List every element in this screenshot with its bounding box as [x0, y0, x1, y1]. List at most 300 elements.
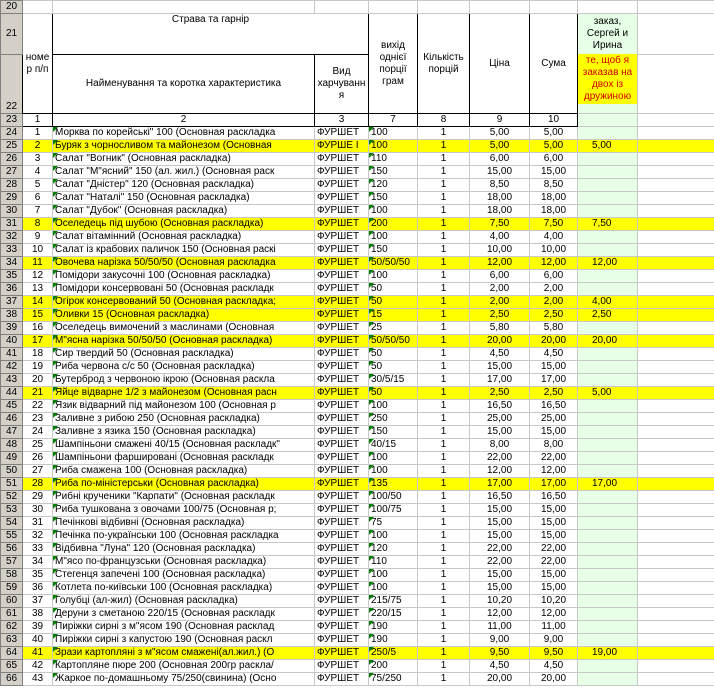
cell-num[interactable]: 29 [23, 491, 53, 504]
cell-price[interactable]: 2,50 [470, 309, 530, 322]
index-cell[interactable]: 7 [369, 114, 418, 127]
cell-type[interactable]: ФУРШЕТ [315, 491, 369, 504]
row-header[interactable]: 53 [1, 504, 23, 517]
cell-qty[interactable]: 1 [418, 608, 470, 621]
cell-yield[interactable]: 100 [369, 530, 418, 543]
cell-order[interactable] [578, 374, 638, 387]
cell-sum[interactable]: 5,00 [530, 127, 578, 140]
cell-qty[interactable]: 1 [418, 491, 470, 504]
cell-order[interactable] [578, 192, 638, 205]
cell-name[interactable]: Салат "Вогник" (Основная раскладка) [53, 153, 315, 166]
cell-num[interactable]: 41 [23, 647, 53, 660]
cell-yield[interactable]: 100 [369, 569, 418, 582]
cell-yield[interactable]: 50/50/50 [369, 335, 418, 348]
cell-qty[interactable]: 1 [418, 244, 470, 257]
cell-price[interactable]: 15,00 [470, 426, 530, 439]
cell-name[interactable]: Голубці (ал-жил) (Основная раскладка) [53, 595, 315, 608]
row-header[interactable]: 58 [1, 569, 23, 582]
cell-type[interactable]: ФУРШЕТ [315, 283, 369, 296]
cell-qty[interactable]: 1 [418, 166, 470, 179]
cell-price[interactable]: 7,50 [470, 218, 530, 231]
cell-sum[interactable]: 4,00 [530, 231, 578, 244]
cell-num[interactable]: 43 [23, 673, 53, 686]
cell-name[interactable]: Огірок консервований 50 (Основная раскладка; [53, 296, 315, 309]
cell-order[interactable] [578, 348, 638, 361]
cell-price[interactable]: 10,20 [470, 595, 530, 608]
cell-order[interactable] [578, 569, 638, 582]
cell-empty[interactable] [638, 491, 714, 504]
cell-price[interactable]: 5,00 [470, 127, 530, 140]
cell-qty[interactable]: 1 [418, 348, 470, 361]
cell-yield[interactable]: 100 [369, 270, 418, 283]
cell-type[interactable]: ФУРШЕТ [315, 647, 369, 660]
cell-empty[interactable] [638, 374, 714, 387]
cell-num[interactable]: 26 [23, 452, 53, 465]
cell-price[interactable]: 9,50 [470, 647, 530, 660]
cell-yield[interactable]: 120 [369, 543, 418, 556]
cell-price[interactable]: 22,00 [470, 452, 530, 465]
cell-type[interactable]: ФУРШЕТ [315, 660, 369, 673]
cell-num[interactable]: 18 [23, 348, 53, 361]
cell-type[interactable]: ФУРШЕТ [315, 348, 369, 361]
cell-price[interactable]: 8,50 [470, 179, 530, 192]
cell-empty[interactable] [638, 231, 714, 244]
cell-sum[interactable]: 15,00 [530, 166, 578, 179]
cell-num[interactable]: 20 [23, 374, 53, 387]
cell-name[interactable]: Картопляне пюре 200 (Основная 200гр раскла/ [53, 660, 315, 673]
cell-price[interactable]: 15,00 [470, 504, 530, 517]
cell-qty[interactable]: 1 [418, 582, 470, 595]
row-header[interactable]: 30 [1, 205, 23, 218]
cell-qty[interactable]: 1 [418, 296, 470, 309]
cell-price[interactable]: 18,00 [470, 205, 530, 218]
cell-empty[interactable] [638, 153, 714, 166]
cell-order[interactable]: 7,50 [578, 218, 638, 231]
cell-type[interactable]: ФУРШЕТ [315, 153, 369, 166]
cell-type[interactable]: ФУРШЕТ [315, 257, 369, 270]
cell-num[interactable]: 2 [23, 140, 53, 153]
cell-order[interactable] [578, 530, 638, 543]
cell-sum[interactable]: 10,00 [530, 244, 578, 257]
row-header[interactable]: 66 [1, 673, 23, 686]
cell-qty[interactable]: 1 [418, 387, 470, 400]
cell-qty[interactable]: 1 [418, 153, 470, 166]
cell-yield[interactable]: 250/5 [369, 647, 418, 660]
cell-num[interactable]: 14 [23, 296, 53, 309]
cell-sum[interactable]: 15,00 [530, 504, 578, 517]
cell-empty[interactable] [638, 517, 714, 530]
cell-num[interactable]: 27 [23, 465, 53, 478]
row-header[interactable]: 51 [1, 478, 23, 491]
cell-qty[interactable]: 1 [418, 309, 470, 322]
cell-yield[interactable]: 40/15 [369, 439, 418, 452]
cell-empty[interactable] [638, 205, 714, 218]
cell-name[interactable]: Печінкові відбивні (Основная раскладка) [53, 517, 315, 530]
cell-qty[interactable]: 1 [418, 517, 470, 530]
row-header[interactable]: 50 [1, 465, 23, 478]
cell-name[interactable]: Пиріжки сирні з м"ясом 190 (Основная расклад [53, 621, 315, 634]
cell-empty[interactable] [638, 361, 714, 374]
cell-num[interactable]: 16 [23, 322, 53, 335]
cell-order[interactable]: 2,50 [578, 309, 638, 322]
cell-qty[interactable]: 1 [418, 478, 470, 491]
cell-order[interactable] [578, 231, 638, 244]
cell-type[interactable]: ФУРШЕТ [315, 465, 369, 478]
cell-empty[interactable] [638, 595, 714, 608]
row-header[interactable]: 46 [1, 413, 23, 426]
cell-sum[interactable]: 6,00 [530, 270, 578, 283]
cell-name[interactable]: М"ясна нарізка 50/50/50 (Основная раскладка) [53, 335, 315, 348]
cell-yield[interactable]: 25 [369, 322, 418, 335]
cell-type[interactable]: ФУРШЕТ [315, 608, 369, 621]
cell-empty[interactable] [638, 543, 714, 556]
cell-num[interactable]: 30 [23, 504, 53, 517]
cell-sum[interactable]: 2,00 [530, 296, 578, 309]
cell-type[interactable]: ФУРШЕТ [315, 634, 369, 647]
cell-order[interactable] [578, 595, 638, 608]
cell-sum[interactable]: 7,50 [530, 218, 578, 231]
row-header[interactable]: 31 [1, 218, 23, 231]
cell-type[interactable]: ФУРШЕТ [315, 478, 369, 491]
row-header[interactable]: 47 [1, 426, 23, 439]
cell-type[interactable]: ФУРШЕТ [315, 452, 369, 465]
cell-empty[interactable] [638, 556, 714, 569]
row-header[interactable]: 38 [1, 309, 23, 322]
cell-empty[interactable] [638, 439, 714, 452]
cell-price[interactable]: 15,00 [470, 530, 530, 543]
cell-price[interactable]: 12,00 [470, 257, 530, 270]
cell-type[interactable]: ФУРШЕТ [315, 322, 369, 335]
row-header[interactable]: 40 [1, 335, 23, 348]
cell-qty[interactable]: 1 [418, 218, 470, 231]
cell-qty[interactable]: 1 [418, 361, 470, 374]
cell-sum[interactable]: 22,00 [530, 556, 578, 569]
cell-yield[interactable]: 100/50 [369, 491, 418, 504]
cell-num[interactable]: 8 [23, 218, 53, 231]
cell-empty[interactable] [638, 244, 714, 257]
cell-num[interactable]: 42 [23, 660, 53, 673]
cell-qty[interactable]: 1 [418, 257, 470, 270]
cell-price[interactable]: 20,00 [470, 673, 530, 686]
cell-order[interactable] [578, 361, 638, 374]
cell-empty[interactable] [638, 634, 714, 647]
row-header[interactable]: 22 [1, 55, 23, 114]
cell-order[interactable] [578, 556, 638, 569]
cell-empty[interactable] [638, 309, 714, 322]
cell-price[interactable]: 9,00 [470, 634, 530, 647]
cell-price[interactable]: 4,00 [470, 231, 530, 244]
cell-name[interactable]: Шампіньони фаршировані (Основная раскладк [53, 452, 315, 465]
cell-name[interactable]: Салат "Дністер" 120 (Основная раскладка) [53, 179, 315, 192]
cell-price[interactable]: 22,00 [470, 556, 530, 569]
cell-sum[interactable]: 15,00 [530, 361, 578, 374]
cell-qty[interactable]: 1 [418, 335, 470, 348]
cell-order[interactable] [578, 452, 638, 465]
header-price[interactable]: Ціна [470, 14, 530, 114]
index-cell[interactable]: 9 [470, 114, 530, 127]
cell-yield[interactable]: 50 [369, 387, 418, 400]
cell-price[interactable]: 10,00 [470, 244, 530, 257]
cell-qty[interactable]: 1 [418, 556, 470, 569]
cell-empty[interactable] [638, 426, 714, 439]
cell-sum[interactable]: 15,00 [530, 517, 578, 530]
cell-order[interactable] [578, 244, 638, 257]
cell-type[interactable]: ФУРШЕТ [315, 413, 369, 426]
cell-name[interactable]: Печінка по-українськи 100 (Основная раскладка [53, 530, 315, 543]
cell-empty[interactable] [638, 582, 714, 595]
cell-type[interactable]: ФУРШЕТ [315, 504, 369, 517]
cell-qty[interactable]: 1 [418, 504, 470, 517]
cell-num[interactable]: 31 [23, 517, 53, 530]
cell-empty[interactable] [638, 452, 714, 465]
cell-num[interactable]: 12 [23, 270, 53, 283]
cell-type[interactable]: ФУРШЕТ [315, 621, 369, 634]
cell-qty[interactable]: 1 [418, 413, 470, 426]
cell-price[interactable]: 2,00 [470, 283, 530, 296]
row-header[interactable]: 42 [1, 361, 23, 374]
row-header[interactable]: 20 [1, 1, 23, 14]
cell-yield[interactable]: 100 [369, 231, 418, 244]
cell-price[interactable]: 17,00 [470, 374, 530, 387]
cell-name[interactable]: Жаркое по-домашньому 75/250(свинина) (Осно [53, 673, 315, 686]
cell-num[interactable]: 22 [23, 400, 53, 413]
cell-order[interactable] [578, 270, 638, 283]
cell-name[interactable]: Відбивна "Луна" 120 (Основная раскладка) [53, 543, 315, 556]
cell-yield[interactable]: 190 [369, 621, 418, 634]
row-header[interactable]: 24 [1, 127, 23, 140]
cell-empty[interactable] [638, 140, 714, 153]
cell-price[interactable]: 2,00 [470, 296, 530, 309]
cell-type[interactable]: ФУРШЕТ [315, 595, 369, 608]
cell-empty[interactable] [638, 569, 714, 582]
row-header[interactable]: 39 [1, 322, 23, 335]
cell-type[interactable]: ФУРШЕТ [315, 244, 369, 257]
cell-sum[interactable]: 17,00 [530, 374, 578, 387]
cell-yield[interactable]: 110 [369, 556, 418, 569]
cell-empty[interactable] [638, 413, 714, 426]
row-header[interactable]: 48 [1, 439, 23, 452]
cell-order[interactable] [578, 582, 638, 595]
cell-yield[interactable]: 110 [369, 153, 418, 166]
cell-name[interactable]: Помідори консервовані 50 (Основная раскладк [53, 283, 315, 296]
cell-name[interactable]: М"ясо по-французськи (Основная раскладка) [53, 556, 315, 569]
cell-order[interactable] [578, 660, 638, 673]
cell-qty[interactable]: 1 [418, 192, 470, 205]
cell-order[interactable] [578, 400, 638, 413]
cell-num[interactable]: 23 [23, 413, 53, 426]
index-cell[interactable]: 1 [23, 114, 53, 127]
cell-empty[interactable] [638, 608, 714, 621]
cell-num[interactable]: 17 [23, 335, 53, 348]
cell-order[interactable] [578, 491, 638, 504]
cell-type[interactable]: ФУРШЕТ [315, 205, 369, 218]
cell-type[interactable]: ФУРШЕТ [315, 517, 369, 530]
cell-sum[interactable]: 17,00 [530, 478, 578, 491]
cell-num[interactable]: 33 [23, 543, 53, 556]
row-header[interactable]: 28 [1, 179, 23, 192]
cell-sum[interactable]: 25,00 [530, 413, 578, 426]
cell-type[interactable]: ФУРШЕТ [315, 374, 369, 387]
cell-price[interactable]: 25,00 [470, 413, 530, 426]
cell-num[interactable]: 32 [23, 530, 53, 543]
cell-type[interactable]: ФУРШЕТ [315, 582, 369, 595]
cell-yield[interactable]: 50 [369, 361, 418, 374]
cell-sum[interactable]: 6,00 [530, 153, 578, 166]
cell-price[interactable]: 15,00 [470, 582, 530, 595]
cell-num[interactable]: 34 [23, 556, 53, 569]
cell-order[interactable] [578, 127, 638, 140]
cell-qty[interactable]: 1 [418, 465, 470, 478]
cell-empty[interactable] [638, 465, 714, 478]
cell-num[interactable]: 10 [23, 244, 53, 257]
cell-num[interactable]: 5 [23, 179, 53, 192]
cell-sum[interactable]: 4,50 [530, 348, 578, 361]
cell-yield[interactable]: 50 [369, 296, 418, 309]
row-header[interactable]: 32 [1, 231, 23, 244]
cell-order[interactable] [578, 634, 638, 647]
cell-yield[interactable]: 200 [369, 218, 418, 231]
cell-empty[interactable] [638, 218, 714, 231]
cell-name[interactable]: Риба смажена 100 (Основная раскладка) [53, 465, 315, 478]
cell-price[interactable]: 6,00 [470, 270, 530, 283]
cell-order[interactable] [578, 426, 638, 439]
cell-order[interactable] [578, 543, 638, 556]
cell-name[interactable]: Котлета по-київськи 100 (Основная раскладка) [53, 582, 315, 595]
cell-num[interactable]: 40 [23, 634, 53, 647]
cell-type[interactable]: ФУРШЕТ [315, 543, 369, 556]
row-header[interactable]: 59 [1, 582, 23, 595]
cell-name[interactable]: Морква по корейські" 100 (Основная раскладка [53, 127, 315, 140]
cell-type[interactable]: ФУРШЕТ [315, 569, 369, 582]
cell-yield[interactable]: 190 [369, 634, 418, 647]
cell-qty[interactable]: 1 [418, 322, 470, 335]
cell-type[interactable]: ФУРШЕТ [315, 400, 369, 413]
cell-price[interactable]: 22,00 [470, 543, 530, 556]
cell-sum[interactable]: 5,00 [530, 140, 578, 153]
cell-empty[interactable] [638, 179, 714, 192]
cell-name[interactable]: Деруни з сметаною 220/15 (Основная раскладк [53, 608, 315, 621]
header-yield[interactable]: вихід однієї порції грам [369, 14, 418, 114]
cell-qty[interactable]: 1 [418, 283, 470, 296]
cell-price[interactable]: 15,00 [470, 569, 530, 582]
cell-type[interactable]: ФУРШЕТ [315, 192, 369, 205]
row-header[interactable]: 57 [1, 556, 23, 569]
cell-yield[interactable]: 120 [369, 179, 418, 192]
cell-order[interactable] [578, 504, 638, 517]
cell-name[interactable]: Язик відварний під майонезом 100 (Основная р [53, 400, 315, 413]
cell-empty[interactable] [638, 530, 714, 543]
cell-order[interactable] [578, 322, 638, 335]
row-header[interactable]: 49 [1, 452, 23, 465]
cell-type[interactable]: ФУРШЕТ [315, 179, 369, 192]
cell-order[interactable]: 19,00 [578, 647, 638, 660]
cell-qty[interactable]: 1 [418, 634, 470, 647]
cell-price[interactable]: 20,00 [470, 335, 530, 348]
cell-qty[interactable]: 1 [418, 439, 470, 452]
cell-price[interactable]: 5,80 [470, 322, 530, 335]
cell-sum[interactable]: 15,00 [530, 582, 578, 595]
cell-yield[interactable]: 150 [369, 192, 418, 205]
cell-qty[interactable]: 1 [418, 621, 470, 634]
row-header[interactable]: 41 [1, 348, 23, 361]
cell-empty[interactable] [638, 166, 714, 179]
cell-yield[interactable]: 75/250 [369, 673, 418, 686]
cell-price[interactable]: 8,00 [470, 439, 530, 452]
cell-yield[interactable]: 135 [369, 478, 418, 491]
cell-num[interactable]: 36 [23, 582, 53, 595]
cell-price[interactable]: 12,00 [470, 465, 530, 478]
cell-empty[interactable] [638, 127, 714, 140]
cell-price[interactable]: 18,00 [470, 192, 530, 205]
cell-yield[interactable]: 150 [369, 244, 418, 257]
row-header[interactable]: 44 [1, 387, 23, 400]
row-header[interactable]: 35 [1, 270, 23, 283]
cell-qty[interactable]: 1 [418, 569, 470, 582]
cell-order[interactable] [578, 673, 638, 686]
cell-qty[interactable]: 1 [418, 140, 470, 153]
cell-qty[interactable]: 1 [418, 452, 470, 465]
cell-price[interactable]: 16,50 [470, 491, 530, 504]
cell-sum[interactable]: 15,00 [530, 530, 578, 543]
row-header[interactable]: 29 [1, 192, 23, 205]
header-dish-group[interactable]: Страва та гарнір [53, 14, 369, 55]
cell-num[interactable]: 38 [23, 608, 53, 621]
cell-yield[interactable]: 100 [369, 465, 418, 478]
cell-yield[interactable]: 100 [369, 452, 418, 465]
row-header[interactable]: 60 [1, 595, 23, 608]
cell-yield[interactable]: 100 [369, 127, 418, 140]
cell-num[interactable]: 3 [23, 153, 53, 166]
cell-qty[interactable]: 1 [418, 673, 470, 686]
cell-empty[interactable] [638, 192, 714, 205]
row-header[interactable]: 61 [1, 608, 23, 621]
cell-order[interactable]: 5,00 [578, 140, 638, 153]
row-header[interactable]: 25 [1, 140, 23, 153]
cell-type[interactable]: ФУРШЕТ [315, 530, 369, 543]
cell-order[interactable] [578, 621, 638, 634]
cell-name[interactable]: Яйце відварне 1/2 з майонезом (Основная расн [53, 387, 315, 400]
cell-num[interactable]: 25 [23, 439, 53, 452]
cell-empty[interactable] [638, 400, 714, 413]
cell-num[interactable]: 4 [23, 166, 53, 179]
cell-num[interactable]: 35 [23, 569, 53, 582]
cell-qty[interactable]: 1 [418, 595, 470, 608]
cell-empty[interactable] [638, 660, 714, 673]
cell-yield[interactable]: 15 [369, 309, 418, 322]
cell-order[interactable]: 17,00 [578, 478, 638, 491]
cell-num[interactable]: 15 [23, 309, 53, 322]
row-header[interactable]: 34 [1, 257, 23, 270]
cell-order[interactable] [578, 205, 638, 218]
cell-yield[interactable]: 100 [369, 140, 418, 153]
cell-yield[interactable]: 75 [369, 517, 418, 530]
cell-empty[interactable] [638, 270, 714, 283]
cell-order[interactable]: 5,00 [578, 387, 638, 400]
cell-order[interactable] [578, 608, 638, 621]
cell-empty[interactable] [638, 348, 714, 361]
cell-sum[interactable]: 12,00 [530, 608, 578, 621]
cell-empty[interactable] [638, 335, 714, 348]
cell-yield[interactable]: 150 [369, 426, 418, 439]
header-name[interactable]: Найменування та коротка характеристика [53, 55, 315, 114]
cell-order[interactable]: 12,00 [578, 257, 638, 270]
cell-name[interactable]: Овочева нарізка 50/50/50 (Основная раскладка [53, 257, 315, 270]
row-header[interactable]: 33 [1, 244, 23, 257]
cell-yield[interactable]: 30/5/15 [369, 374, 418, 387]
cell-price[interactable]: 6,00 [470, 153, 530, 166]
cell-type[interactable]: ФУРШЕТ [315, 231, 369, 244]
row-header[interactable]: 55 [1, 530, 23, 543]
